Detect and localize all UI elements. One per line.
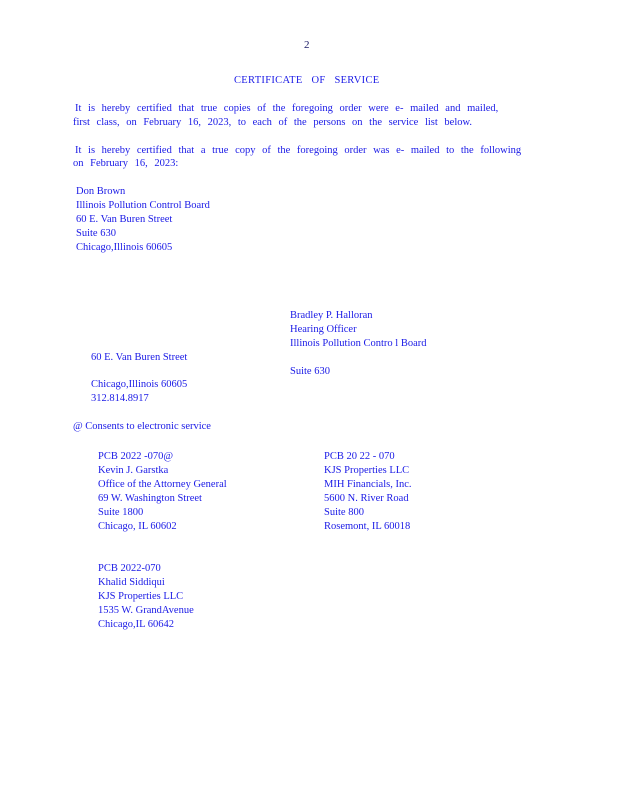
service-entry-attorney-general bbox=[98, 450, 227, 534]
service-entry-street: 1535 W. GrandAvenue bbox=[98, 605, 194, 616]
hearing-officer-street: 60 E. Van Buren Street bbox=[91, 352, 188, 363]
service-entry-name: Khalid Siddiqui bbox=[98, 577, 165, 588]
board-contact-name: Don Brown bbox=[76, 186, 126, 197]
service-entry-organization: MIH Financials, Inc. bbox=[324, 479, 412, 490]
paragraph2-line1: It is hereby certified that a true copy of the foregoing order was e- mailed to the following bbox=[75, 145, 522, 156]
hearing-officer-suite: Suite 630 bbox=[290, 366, 330, 377]
board-suite: Suite 630 bbox=[76, 228, 116, 239]
service-entry-case-number: PCB 20 22 - 070 bbox=[324, 451, 395, 462]
consents-note: @ Consents to electronic service bbox=[73, 421, 211, 432]
hearing-officer-block bbox=[290, 309, 427, 351]
service-entry-city: Rosemont, IL 60018 bbox=[324, 521, 411, 532]
hearing-officer-title: Hearing Officer bbox=[290, 324, 357, 335]
service-entry-case-number: PCB 2022 -070@ bbox=[98, 451, 174, 462]
page-number: 2 bbox=[304, 39, 310, 51]
service-entry-street: 69 W. Washington Street bbox=[98, 493, 202, 504]
board-address-block bbox=[76, 185, 210, 255]
service-entry-suite: Suite 800 bbox=[324, 507, 364, 518]
service-entry-city: Chicago,IL 60642 bbox=[98, 619, 175, 630]
service-entry-city: Chicago, IL 60602 bbox=[98, 521, 177, 532]
board-name: Illinois Pollution Control Board bbox=[76, 200, 210, 211]
service-entry-organization: Office of the Attorney General bbox=[98, 479, 227, 490]
certificate-title: CERTIFICATE OF SERVICE bbox=[234, 75, 380, 86]
hearing-officer-agency: Illinois Pollution Contro l Board bbox=[290, 338, 427, 349]
service-entry-name: KJS Properties LLC bbox=[324, 465, 410, 476]
paragraph1-line1: It is hereby certified that true copies of the foregoing order were e- mailed and mailed, bbox=[75, 103, 499, 114]
service-entry-mih-financials bbox=[324, 450, 411, 534]
service-entry-kjs-properties bbox=[98, 562, 194, 632]
board-street: 60 E. Van Buren Street bbox=[76, 214, 173, 225]
service-entry-suite: Suite 1800 bbox=[98, 507, 144, 518]
board-city: Chicago,Illinois 60605 bbox=[76, 242, 173, 253]
hearing-officer-name: Bradley P. Halloran bbox=[290, 310, 373, 321]
service-entry-name: Kevin J. Garstka bbox=[98, 465, 169, 476]
hearing-officer-phone: 312.814.8917 bbox=[91, 393, 149, 404]
service-entry-case-number: PCB 2022-070 bbox=[98, 563, 161, 574]
service-entry-organization: KJS Properties LLC bbox=[98, 591, 184, 602]
paragraph1-line2: first class, on February 16, 2023, to each of the persons on the service list below. bbox=[73, 117, 473, 128]
service-entry-street: 5600 N. River Road bbox=[324, 493, 409, 504]
hearing-officer-city: Chicago,Illinois 60605 bbox=[91, 379, 188, 390]
paragraph2-line2: on February 16, 2023: bbox=[73, 158, 179, 169]
